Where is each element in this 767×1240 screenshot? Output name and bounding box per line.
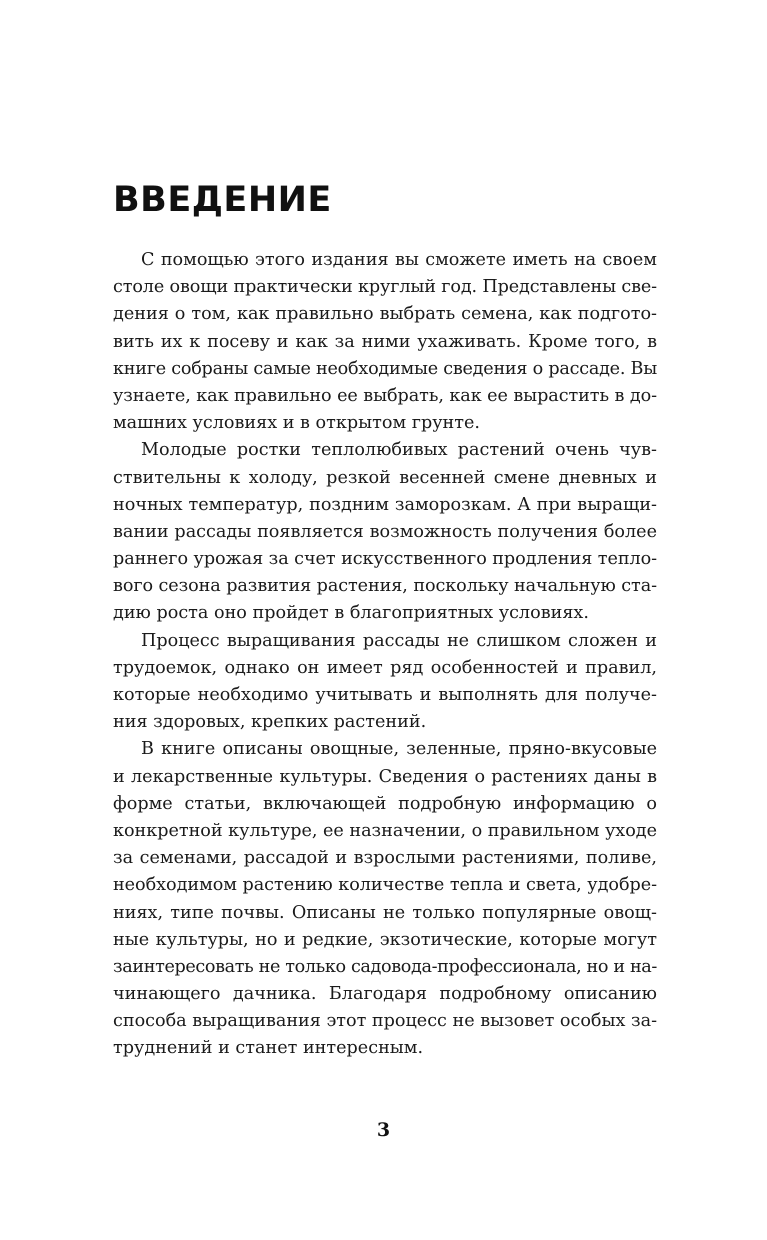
text-line: дения о том, как правильно выбрать семена, как подгото- <box>113 304 657 325</box>
text-line: книге собраны самые необходимые сведения о рассаде. Вы <box>113 358 658 379</box>
text-line: способа выращивания этот процесс не вызовет особых за- <box>113 1011 658 1032</box>
text-line: дию роста оно пройдет в благоприятных условиях. <box>113 603 589 624</box>
text-line: трудоемок, однако он имеет ряд особенностей и правил, <box>113 657 657 678</box>
text-line: необходимом растению количестве тепла и света, удобре- <box>113 875 658 896</box>
text-line: труднений и станет интересным. <box>113 1038 424 1059</box>
text-line: ниях, типе почвы. Описаны не только популярные овощ- <box>113 902 657 923</box>
text-line: ночных температур, поздним заморозкам. А при выращи- <box>113 494 657 515</box>
text-line: которые необходимо учитывать и выполнять для получе- <box>113 685 657 705</box>
text-line: Молодые ростки теплолюбивых растений очень чув- <box>141 440 657 461</box>
paragraph <box>113 628 657 737</box>
text-line: С помощью этого издания вы сможете иметь на своем <box>141 250 657 270</box>
text-line: вого сезона развития растения, поскольку начальную ста- <box>113 576 657 597</box>
text-line: за семенами, рассадой и взрослыми растениями, поливе, <box>113 848 657 869</box>
text-line: В книге описаны овощные, зеленные, пряно-вкусовые <box>141 739 657 760</box>
text-line: узнаете, как правильно ее выбрать, как ее вырастить в до- <box>113 385 657 406</box>
text-line: ствительны к холоду, резкой весенней смене дневных и <box>113 467 657 488</box>
text-line: чинающего дачника. Благодаря подробному описанию <box>113 984 657 1005</box>
text-line: форме статьи, включающей подробную информацию о <box>113 793 657 814</box>
text-line: вании рассады появляется возможность получения более <box>113 521 657 542</box>
text-line: столе овощи практически круглый год. Представлены све- <box>113 277 657 298</box>
paragraph <box>113 247 657 437</box>
paragraph <box>113 437 657 627</box>
text-line: ния здоровых, крепких растений. <box>113 712 427 733</box>
body-text <box>113 247 657 1063</box>
text-line: раннего урожая за счет искусственного продления тепло- <box>113 549 658 570</box>
page-number: 3 <box>376 1119 391 1141</box>
text-line: машних условиях и в открытом грунте. <box>113 413 481 434</box>
paragraph <box>113 736 657 1062</box>
text-line: ные культуры, но и редкие, экзотические, которые могут <box>113 929 657 950</box>
chapter-title: ВВЕДЕНИЕ <box>113 180 332 220</box>
text-line: заинтересовать не только садовода-профессионала, но и на- <box>113 956 658 977</box>
text-line: вить их к посеву и как за ними ухаживать. Кроме того, в <box>113 331 657 352</box>
text-line: Процесс выращивания рассады не слишком сложен и <box>141 630 657 651</box>
text-line: конкретной культуре, ее назначении, о правильном уходе <box>113 820 657 841</box>
text-line: и лекарственные культуры. Сведения о растениях даны в <box>113 766 657 787</box>
